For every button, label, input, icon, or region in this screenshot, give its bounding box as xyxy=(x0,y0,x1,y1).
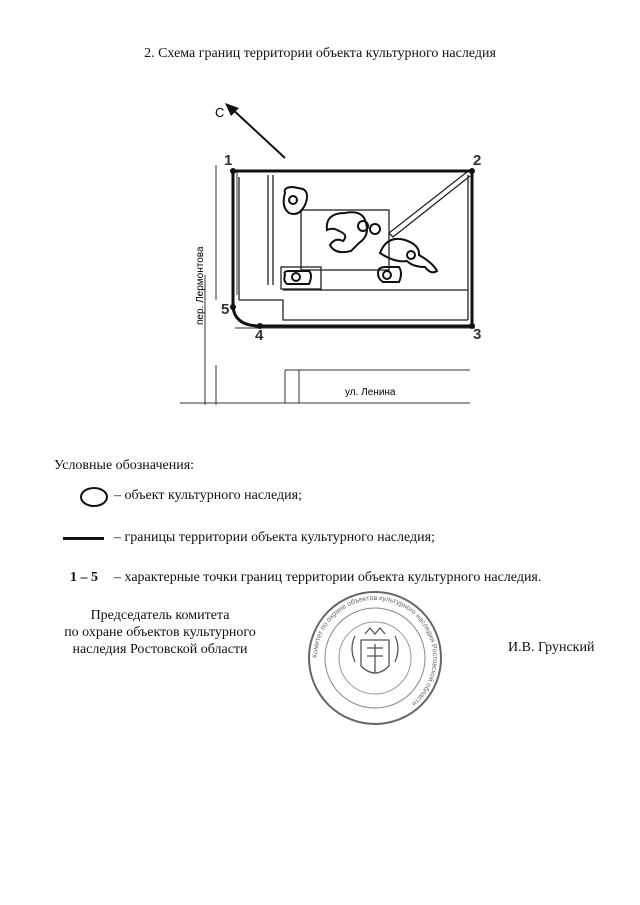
heritage-object-2 xyxy=(327,212,367,252)
heritage-object-4-ring xyxy=(292,273,300,281)
coat-of-arms-emblem xyxy=(352,628,398,673)
side-street-label: пер. Лермонтова xyxy=(195,246,206,325)
signatory-name: И.В. Грунский xyxy=(508,640,595,655)
legend-points-text: – характерные точки границ территории объекта культурного наследия. xyxy=(114,570,542,585)
signature-line-2: по охране объектов культурного xyxy=(64,625,256,640)
point-label-2: 2 xyxy=(473,152,482,169)
heritage-object-2-ring-b xyxy=(370,224,380,234)
heritage-object-5-ring xyxy=(383,271,391,279)
page-title: 2. Схема границ территории объекта культурного наследия xyxy=(144,46,496,61)
legend-heading: Условные обозначения: xyxy=(54,458,195,473)
heritage-object-1-ring xyxy=(289,196,297,204)
heritage-object-3-ring xyxy=(407,251,415,259)
legend-points-symbol: 1 – 5 xyxy=(70,570,98,585)
svg-text:Комитет по охране объектов кул: Комитет по охране объектов культурного наследия Ростовской области xyxy=(311,594,439,707)
signature-title xyxy=(50,607,270,658)
signature-line-3: наследия Ростовской области xyxy=(72,642,248,657)
point-label-3: 3 xyxy=(473,326,482,343)
point-label-4: 4 xyxy=(255,327,264,344)
inner-lines xyxy=(239,172,470,320)
official-seal xyxy=(305,588,445,728)
legend-object-symbol xyxy=(80,487,108,507)
point-label-5: 5 xyxy=(221,301,230,318)
bottom-street-lines xyxy=(180,328,475,403)
north-label: С xyxy=(215,105,225,120)
north-arrow xyxy=(215,103,285,158)
legend-boundary-text: – границы территории объекта культурного наследия; xyxy=(114,530,435,545)
boundary-scheme-map xyxy=(175,95,482,415)
legend-boundary-symbol xyxy=(63,537,104,540)
signature-line-1: Председатель комитета xyxy=(90,608,230,623)
point-label-1: 1 xyxy=(224,152,233,169)
bottom-street-label: ул. Ленина xyxy=(345,387,396,398)
legend-object-text: – объект культурного наследия; xyxy=(114,488,302,503)
